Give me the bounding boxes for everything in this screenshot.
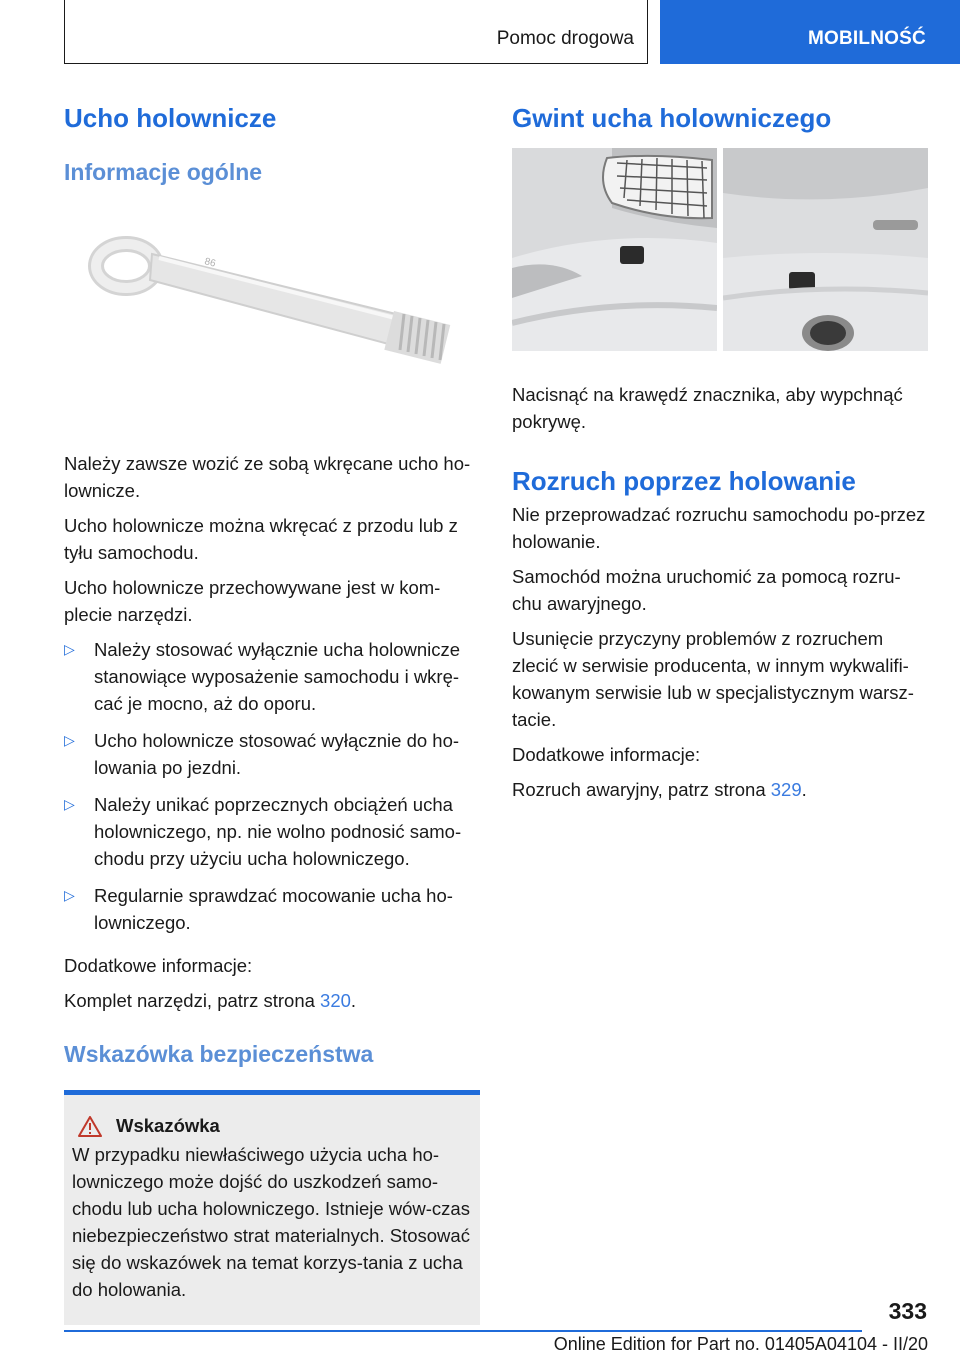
more-info-label: Dodatkowe informacje: — [64, 955, 253, 976]
image-caption: Nacisnąć na krawędź znacznika, aby wypchnąć pokrywę. — [512, 384, 903, 432]
footer-divider — [64, 1330, 862, 1332]
section-title-tow-start: Rozruch poprzez holowanie — [512, 466, 856, 496]
subtitle-safety-note: Wskazówka bezpieczeństwa — [64, 1041, 374, 1067]
warning-box — [64, 1090, 480, 1325]
warning-text: W przypadku niewłaściwego użycia ucha ho-lowniczego może dojść do uszkodzeń samo-chodu lub ucha holowniczego. Istnieje wów-czas niebezpieczeństwo strat materialnych. Stosować się do wskazówek na temat korzys-tania z ucha do holowania. — [72, 1144, 470, 1300]
reference-toolkit: Komplet narzędzi, patrz strona 320. — [64, 990, 357, 1011]
triangle-bullet-icon: ▷ — [64, 732, 75, 748]
svg-text:86: 86 — [203, 256, 217, 270]
right-column — [512, 100, 928, 803]
list-item: ▷ Regularnie sprawdzać mocowanie ucha ho-lowniczego. — [64, 882, 480, 936]
triangle-bullet-icon: ▷ — [64, 887, 75, 903]
section-title-tow-eye: Ucho holownicze — [64, 103, 277, 133]
list-item: ▷ Ucho holownicze stosować wyłącznie do ho-lowania po jezdni. — [64, 727, 480, 781]
paragraph-storage: Ucho holownicze przechowywane jest w kom-plecie narzędzi. — [64, 577, 441, 625]
section-title-thread: Gwint ucha holowniczego — [512, 103, 832, 133]
paragraph-always-carry: Należy zawsze wozić ze sobą wkręcane ucho ho-lownicze. — [64, 453, 471, 501]
list-item: ▷ Należy unikać poprzecznych obciążeń ucha holowniczego, np. nie wolno podnosić samo-chodu przy użyciu ucha holowniczego. — [64, 791, 480, 872]
warning-title: Wskazówka — [72, 1115, 472, 1137]
front-bumper-image — [512, 148, 717, 351]
more-info-label: Dodatkowe informacje: — [512, 744, 701, 765]
warning-triangle-icon — [78, 1116, 102, 1137]
paragraph-no-tow-start: Nie przeprowadzać rozruchu samochodu po-przez holowanie. — [512, 504, 926, 552]
page-number: 333 — [888, 1298, 927, 1324]
page-link-329[interactable]: 329 — [770, 779, 802, 800]
paragraph-jump-start: Samochód można uruchomić za pomocą rozru-chu awaryjnego. — [512, 566, 901, 614]
bullet-list — [64, 636, 480, 936]
car-images — [512, 148, 928, 351]
left-column — [64, 100, 480, 1325]
list-item: ▷ Należy stosować wyłącznie ucha holownicze stanowiące wyposażenie samochodu i wkrę-cać je mocno, aż do oporu. — [64, 636, 480, 717]
paragraph-mounting: Ucho holownicze można wkręcać z przodu lub z tyłu samochodu. — [64, 515, 458, 563]
triangle-bullet-icon: ▷ — [64, 796, 75, 812]
subtitle-general-info: Informacje ogólne — [64, 159, 263, 185]
header-chapter-tab: MOBILNOŚĆ — [660, 0, 960, 64]
footer-edition: Online Edition for Part no. 01405A04104 - II/20 — [553, 1334, 928, 1354]
triangle-bullet-icon: ▷ — [64, 641, 75, 657]
paragraph-service: Usunięcie przyczyny problemów z rozruchem zlecić w serwisie producenta, w innym wykwalifi-kowanym serwisie lub w specjalistycznym warsz-tacie. — [512, 628, 914, 730]
reference-jump-start: Rozruch awaryjny, patrz strona 329. — [512, 779, 807, 800]
rear-bumper-image — [723, 148, 928, 351]
tow-eye-image — [64, 206, 480, 436]
header-section-title: Pomoc drogowa — [496, 28, 634, 49]
page-link-320[interactable]: 320 — [320, 990, 351, 1011]
